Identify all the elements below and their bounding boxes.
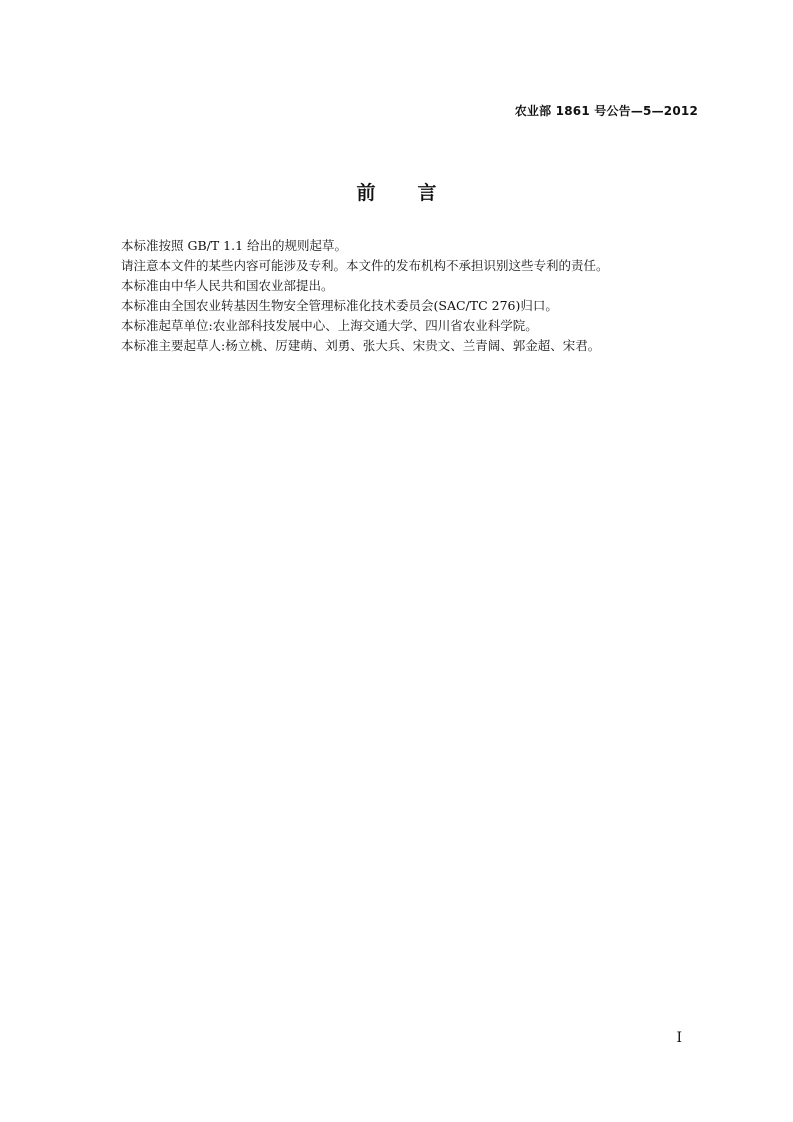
document-code: 农业部 1861 号公告—5—2012 <box>514 104 698 118</box>
paragraph-drafting-units: 本标准起草单位:农业部科技发展中心、上海交通大学、四川省农业科学院。 <box>121 318 538 333</box>
paragraph-patent-notice: 请注意本文件的某些内容可能涉及专利。本文件的发布机构不承担识别这些专利的责任。 <box>121 258 609 273</box>
paragraph-under-jurisdiction: 本标准由全国农业转基因生物安全管理标准化技术委员会(SAC/TC 276)归口。 <box>121 298 558 313</box>
page-title: 前言 <box>356 182 479 204</box>
foreword-body <box>121 236 721 356</box>
paragraph-main-drafters: 本标准主要起草人:杨立桃、厉建萌、刘勇、张大兵、宋贵文、兰青阔、郭金超、宋君。 <box>121 338 601 353</box>
paragraph-proposed-by: 本标准由中华人民共和国农业部提出。 <box>121 278 334 293</box>
page-number: I <box>676 1030 682 1046</box>
paragraph-drafting-rules: 本标准按照 GB/T 1.1 给出的规则起草。 <box>121 238 348 253</box>
